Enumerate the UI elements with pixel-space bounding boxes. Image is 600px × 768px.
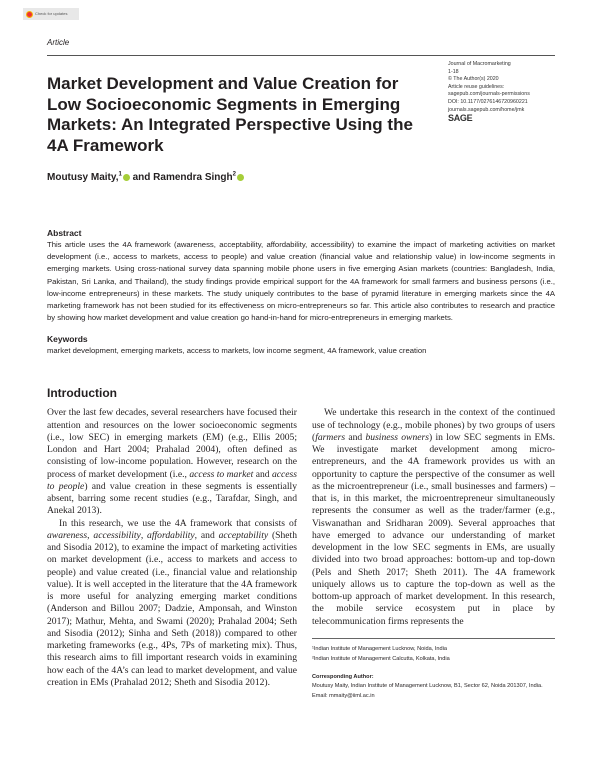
article-body	[47, 228, 555, 702]
abstract-heading: Abstract	[47, 228, 82, 238]
header-divider	[47, 55, 555, 56]
paragraph	[47, 518, 297, 690]
corresponding-author-email[interactable]: Email: mmaity@iiml.ac.in	[312, 693, 375, 700]
left-column-wrap	[47, 386, 297, 689]
text-run: and	[345, 431, 366, 443]
text-run: , and	[194, 529, 219, 541]
orcid-icon[interactable]	[123, 174, 130, 181]
italic-term: awareness	[47, 529, 88, 541]
abstract-text: This article uses the 4A framework (awareness, acceptability, affordability, accessibility) to examine the impact of marketing activities on market development (i.e., access to markets, access to people) and value creation (financial value and relationship value) in low-income segments in emerging markets. Using cross-national survey data spanning mobile phone users in five emerging Asian markets (countries: Bangladesh, India, Pakistan, Sri Lanka, and Thailand), the study findings provide empirical support for the 4A framework for small farmers and business persons (i.e., low-income entrepreneurs) in these markets. The study uniquely contributes to the base of pyramid literature in emerging markets since the 4A marketing framework has not been studied for its effectiveness on micro-entrepreneurs so far. This article also contributes to research and practice by showing how market development and value creation go hand-in-hand for micro-entrepreneurs in emerging markets.	[47, 240, 555, 323]
badge-label: Check for updates	[35, 11, 68, 16]
paragraph	[47, 407, 297, 517]
reuse-guidelines: Article reuse guidelines:	[448, 83, 505, 90]
affil-sup-1: 1	[118, 171, 122, 178]
text-run: (Sheth and Sisodia 2012), to examine the impact of marketing activities on market development (i.e., access to markets and access to people) and value created (i.e., financial value and relationship value). It is well accepted in the literature that the 4A framework is more useful for analyzing emerging market conditions (Anderson and Billou 2007; Dadzie, Amponsah, and Winston 2017); Mathur, Mehta, and Swami (2020); Prahalad 2004; Seth and Sisodia (2012); Sinha and Seth (2018)) compared to other marketing frameworks (e.g., 4Ps, 7Ps of marketing mix). Thus, this research aims to fill important research voids in examining how each of the 4A’s can lead to market development, and value creation in EMs (Prahalad 2012; Sheth and Sisodia 2012).	[47, 529, 298, 688]
article-title: Market Development and Value Creation for Low Socioeconomic Segments in Emerging Markets: An Integrated Perspective Using the 4A Framework	[47, 74, 413, 155]
affiliation-2: ²Indian Institute of Management Calcutta, Kolkata, India	[312, 655, 450, 662]
italic-term: access to people	[47, 468, 297, 492]
text-run: Over the last few decades, several researchers have focused their attention and resources on the lower socioeconomic segments (i.e., low SEC) in emerging markets (EM) (e.g., Ellis 2005; London and Hart 2004; Prahalad 2004), often defined as consisting of low-income population. However, research on the process of market development (i.e.,	[47, 407, 297, 480]
author-list	[47, 172, 437, 183]
text-run: ) in low SEC segments in EMs. We investigate market development among micro-entrepreneurs, and the 4A framework provides us with an opportunity to capture the perspective of the consumer as well as the microentrepreneur (i.e., small businesses and farmers) – that is, in this market, the microentrepreneur simultaneously represents the consumer as well as the trader/farmer (e.g., Viswanathan and Sridharan 2009). Several approaches that have emerged to advance our understanding of market development in the low SEC segments in EMs, are usually divided into two broad approaches: bottom-up and top-down (Pels and Sheth 2017; Sheth 2011). The 4A framework uniquely allows us to capture the top-down as well as the bottom-up approach of market development. In this research, the mobile service ecosystem put in place by telecommunication firms represents the	[312, 431, 555, 627]
affiliation-1: ¹Indian Institute of Management Lucknow, Noida, India	[312, 645, 447, 652]
author-1: Moutusy Maity,	[47, 172, 119, 183]
italic-term: business owners	[365, 431, 429, 443]
text-run: We undertake this research in the context of the continued use of technology (e.g., mobile phones) by two groups of users (	[312, 407, 555, 443]
keywords-heading: Keywords	[47, 334, 88, 345]
introduction-heading: Introduction	[47, 386, 117, 401]
text-run: and	[253, 468, 272, 480]
italic-term: affordability	[147, 529, 195, 541]
journal-meta	[448, 61, 558, 123]
right-column-wrap	[312, 386, 555, 701]
left-column	[47, 407, 297, 689]
text-run: ) and value creation in these segments is essentially absent, barring some recent studies (e.g., Tarafdar, Singh, and Anekal 2013).	[47, 480, 297, 517]
title-block	[47, 74, 437, 183]
doi[interactable]: DOI: 10.1177/0276146720960221	[448, 98, 528, 105]
page-range: 1-18	[448, 68, 459, 75]
journal-home-link[interactable]: journals.sagepub.com/home/jmk	[448, 106, 525, 113]
italic-term: access to market	[189, 468, 254, 480]
paragraph	[312, 407, 555, 628]
two-column-body	[47, 386, 555, 701]
sage-logo: SAGE	[448, 113, 473, 124]
journal-name: Journal of Macromarketing	[448, 61, 511, 67]
affil-sup-2: 2	[232, 171, 236, 178]
check-for-updates-badge[interactable]	[23, 8, 79, 20]
author-2: and Ramendra Singh	[129, 172, 233, 183]
check-updates-icon	[26, 11, 33, 18]
footnotes	[312, 645, 555, 702]
article-type-label: Article	[47, 38, 70, 47]
right-column	[312, 407, 555, 628]
corresponding-author-heading: Corresponding Author:	[312, 673, 374, 680]
italic-term: acceptability	[218, 529, 269, 541]
permissions-link[interactable]: sagepub.com/journals-permissions	[448, 91, 530, 98]
copyright: © The Author(s) 2020	[448, 76, 499, 83]
footnote-divider	[312, 638, 555, 639]
corresponding-author-address: Moutusy Maity, Indian Institute of Management Lucknow, B1, Sector 62, Noida 201307, India.	[312, 683, 543, 690]
italic-term: accessibility	[93, 529, 141, 541]
text-run: ,	[87, 529, 94, 541]
italic-term: farmers	[315, 431, 346, 443]
text-run: ,	[140, 529, 148, 541]
orcid-icon[interactable]	[237, 174, 244, 181]
text-run: In this research, we use the 4A framework that consists of	[59, 517, 297, 529]
keywords-text: market development, emerging markets, access to markets, low income segment, 4A framework, value creation	[47, 346, 427, 356]
